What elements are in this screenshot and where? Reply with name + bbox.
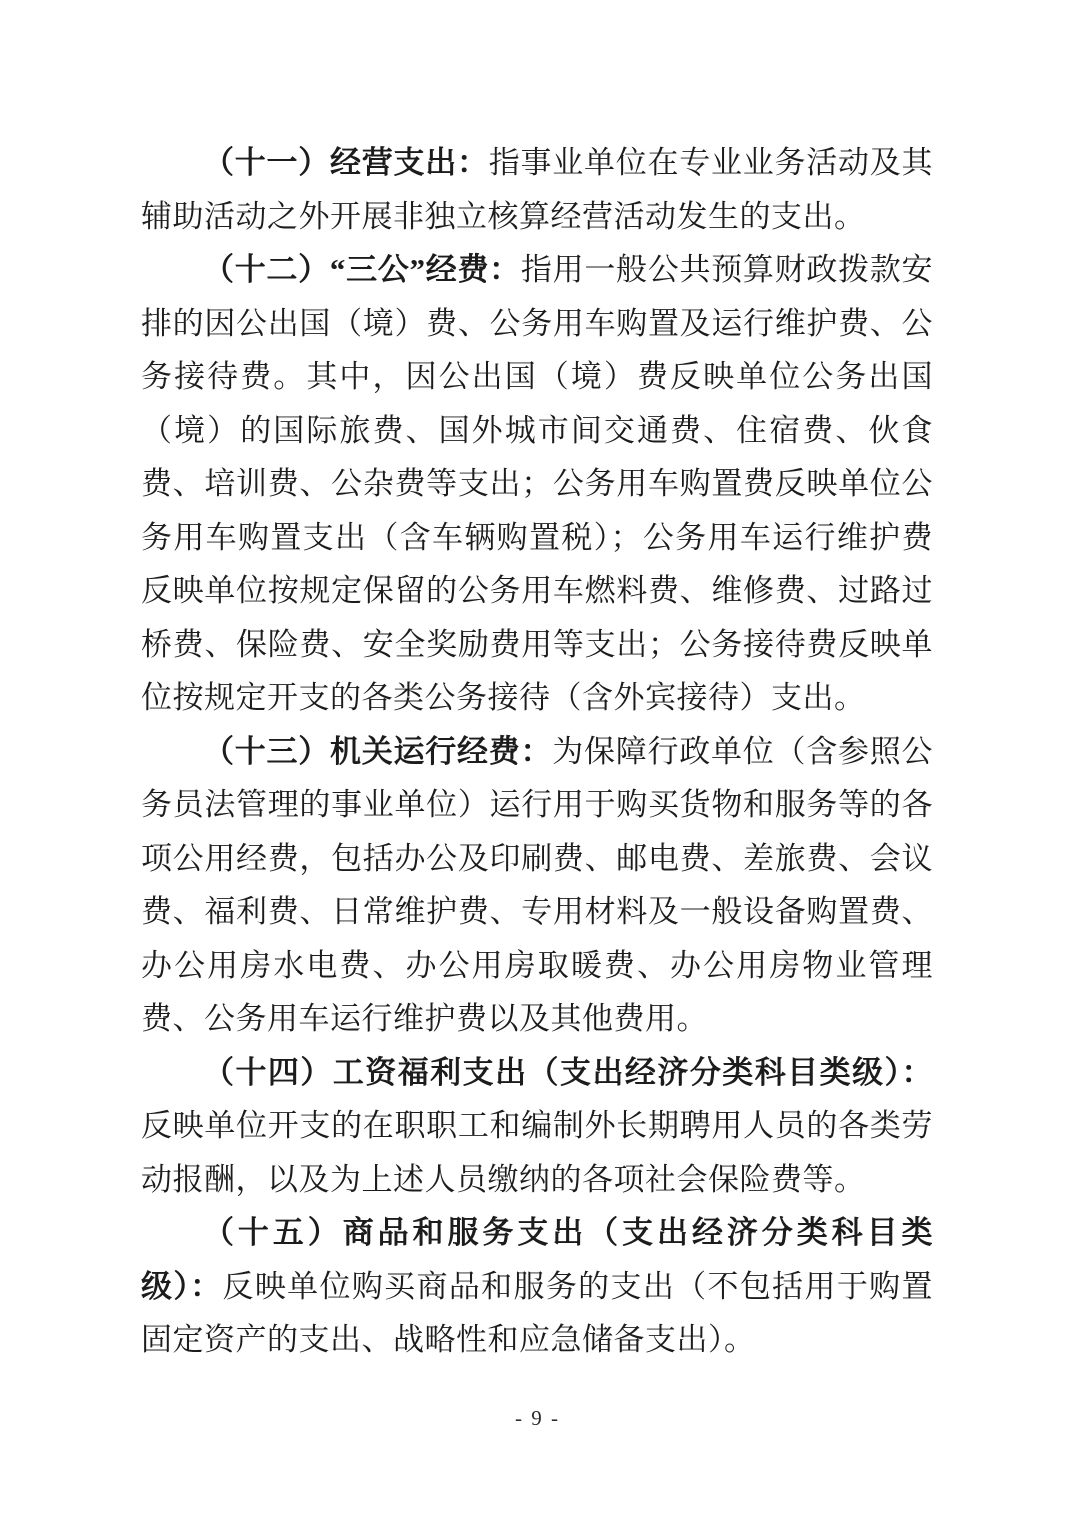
paragraph-body-text: 指事业单位在专业业务活动及其辅助活动之外开展非独立核算经营活动发生的支出。 bbox=[141, 145, 933, 234]
paragraph-body-text: 指用一般公共预算财政拨款安排的因公出国（境）费、公务用车购置及运行维护费、公务接待费。其中，因公出国（境）费反映单位公务出国（境）的国际旅费、国外城市间交通费、住宿费、伙食费、培训费、公杂费等支出；公务用车购置费反映单位公务用车购置支出（含车辆购置税）；公务用车运行维护费反映单位按规定保留的公务用车燃料费、维修费、过路过桥费、保险费、安全奖励费用等支出；公务接待费反映单位按规定开支的各类公务接待（含外宾接待）支出。 bbox=[141, 252, 933, 715]
paragraph-item-15 bbox=[141, 1206, 933, 1367]
paragraph-lead-term: （十五）商品和服务支出（支出经济分类科目类级）： bbox=[141, 1215, 933, 1304]
paragraph-lead-term: （十二）“三公”经费： bbox=[203, 252, 521, 287]
paragraph-item-14 bbox=[141, 1046, 933, 1207]
paragraph-item-11 bbox=[141, 136, 933, 243]
paragraph-lead-term: （十四）工资福利支出（支出经济分类科目类级）： bbox=[203, 1054, 933, 1090]
page-number: - 9 - bbox=[515, 1406, 560, 1430]
paragraph-item-13 bbox=[141, 725, 933, 1046]
paragraph-lead-term: （十三）机关运行经费： bbox=[203, 733, 553, 769]
paragraph-body-text: 反映单位购买商品和服务的支出（不包括用于购置固定资产的支出、战略性和应急储备支出）。 bbox=[141, 1268, 933, 1357]
paragraph-item-12 bbox=[141, 243, 933, 725]
paragraph-body-text: 为保障行政单位（含参照公务员法管理的事业单位）运行用于购买货物和服务等的各项公用经费，包括办公及印刷费、邮电费、差旅费、会议费、福利费、日常维护费、专用材料及一般设备购置费、办公用房水电费、办公用房取暖费、办公用房物业管理费、公务用车运行维护费以及其他费用。 bbox=[141, 733, 933, 1036]
paragraph-lead-term: （十一）经营支出： bbox=[203, 145, 489, 180]
document-body bbox=[141, 136, 933, 1367]
paragraph-body-text: 反映单位开支的在职职工和编制外长期聘用人员的各类劳动报酬，以及为上述人员缴纳的各项社会保险费等。 bbox=[141, 1108, 933, 1197]
